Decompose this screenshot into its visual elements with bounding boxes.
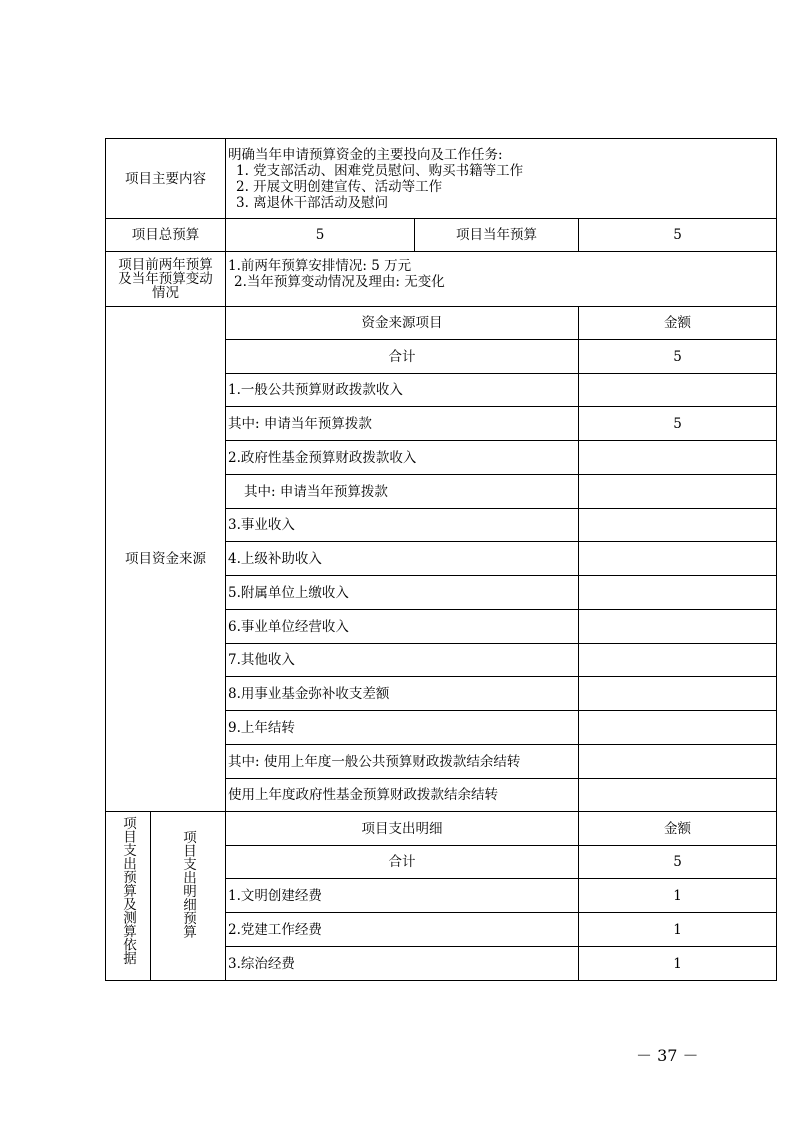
funding-item: 4.上级补助收入	[226, 542, 579, 576]
funding-amount	[579, 475, 777, 509]
year-budget-label: 项目当年预算	[415, 219, 579, 252]
funding-amount	[579, 779, 777, 812]
content-cell	[226, 139, 777, 219]
prev-label-line: 及当年预算变动	[118, 271, 213, 287]
funding-item: 1.一般公共预算财政拨款收入	[226, 374, 579, 407]
funding-amount	[579, 610, 777, 644]
funding-item: 其中: 申请当年预算拨款	[226, 475, 579, 509]
expense-inner-label: 项目支出明细预算	[180, 830, 196, 938]
prev-label-line: 项目前两年预算	[118, 257, 213, 273]
funding-label: 项目资金来源	[106, 307, 226, 812]
funding-amount	[579, 542, 777, 576]
funding-amount	[579, 711, 777, 745]
content-line: 明确当年申请预算资金的主要投向及工作任务:	[228, 146, 503, 163]
expense-outer-label-cell	[106, 812, 151, 981]
funding-header-amount: 金额	[579, 307, 777, 340]
expense-item: 1.文明创建经费	[226, 879, 579, 913]
content-line: 2. 开展文明创建宣传、活动等工作	[236, 178, 443, 195]
expense-header-item: 项目支出明细	[226, 812, 579, 846]
prev-label	[106, 252, 226, 307]
content-label: 项目主要内容	[106, 139, 226, 219]
expense-header-row	[106, 812, 777, 846]
prev-label-line: 情况	[152, 285, 179, 301]
funding-amount	[579, 576, 777, 610]
budget-row	[106, 219, 777, 252]
expense-inner-label-cell	[151, 812, 226, 981]
funding-amount	[579, 509, 777, 542]
funding-header-row	[106, 307, 777, 340]
funding-item: 3.事业收入	[226, 509, 579, 542]
page-number: － 37 －	[636, 1046, 699, 1065]
prev-line: 2.当年预算变动情况及理由: 无变化	[234, 274, 445, 290]
funding-item: 使用上年度政府性基金预算财政拨款结余结转	[226, 779, 579, 812]
expense-amount: 1	[579, 913, 777, 947]
expense-item: 合计	[226, 846, 579, 879]
expense-header-amount: 金额	[579, 812, 777, 846]
funding-amount: 5	[579, 407, 777, 441]
funding-item: 合计	[226, 340, 579, 374]
funding-item: 其中: 使用上年度一般公共预算财政拨款结余结转	[226, 745, 579, 779]
funding-item: 9.上年结转	[226, 711, 579, 745]
funding-item: 6.事业单位经营收入	[226, 610, 579, 644]
funding-header-item: 资金来源项目	[226, 307, 579, 340]
content-line: 3. 离退休干部活动及慰问	[236, 194, 389, 211]
expense-item: 3.综治经费	[226, 947, 579, 981]
expense-amount: 1	[579, 879, 777, 913]
year-budget-value: 5	[579, 219, 777, 252]
content-row	[106, 139, 777, 219]
prev-cell	[226, 252, 777, 307]
funding-amount	[579, 644, 777, 677]
prev-line: 1.前两年预算安排情况: 5 万元	[228, 258, 412, 274]
expense-item: 2.党建工作经费	[226, 913, 579, 947]
content-line: 1. 党支部活动、困难党员慰问、购买书籍等工作	[236, 162, 524, 179]
funding-amount	[579, 745, 777, 779]
funding-item: 其中: 申请当年预算拨款	[226, 407, 579, 441]
funding-amount	[579, 441, 777, 475]
funding-amount	[579, 374, 777, 407]
funding-item: 8.用事业基金弥补收支差额	[226, 677, 579, 711]
expense-amount: 1	[579, 947, 777, 981]
funding-item: 5.附属单位上缴收入	[226, 576, 579, 610]
budget-table	[105, 138, 777, 981]
total-budget-label: 项目总预算	[106, 219, 226, 252]
funding-item: 2.政府性基金预算财政拨款收入	[226, 441, 579, 475]
expense-outer-label: 项目支出预算及测算依据	[120, 816, 136, 965]
funding-amount	[579, 677, 777, 711]
expense-amount: 5	[579, 846, 777, 879]
funding-item: 7.其他收入	[226, 644, 579, 677]
prev-row	[106, 252, 777, 307]
total-budget-value: 5	[226, 219, 415, 252]
funding-amount: 5	[579, 340, 777, 374]
